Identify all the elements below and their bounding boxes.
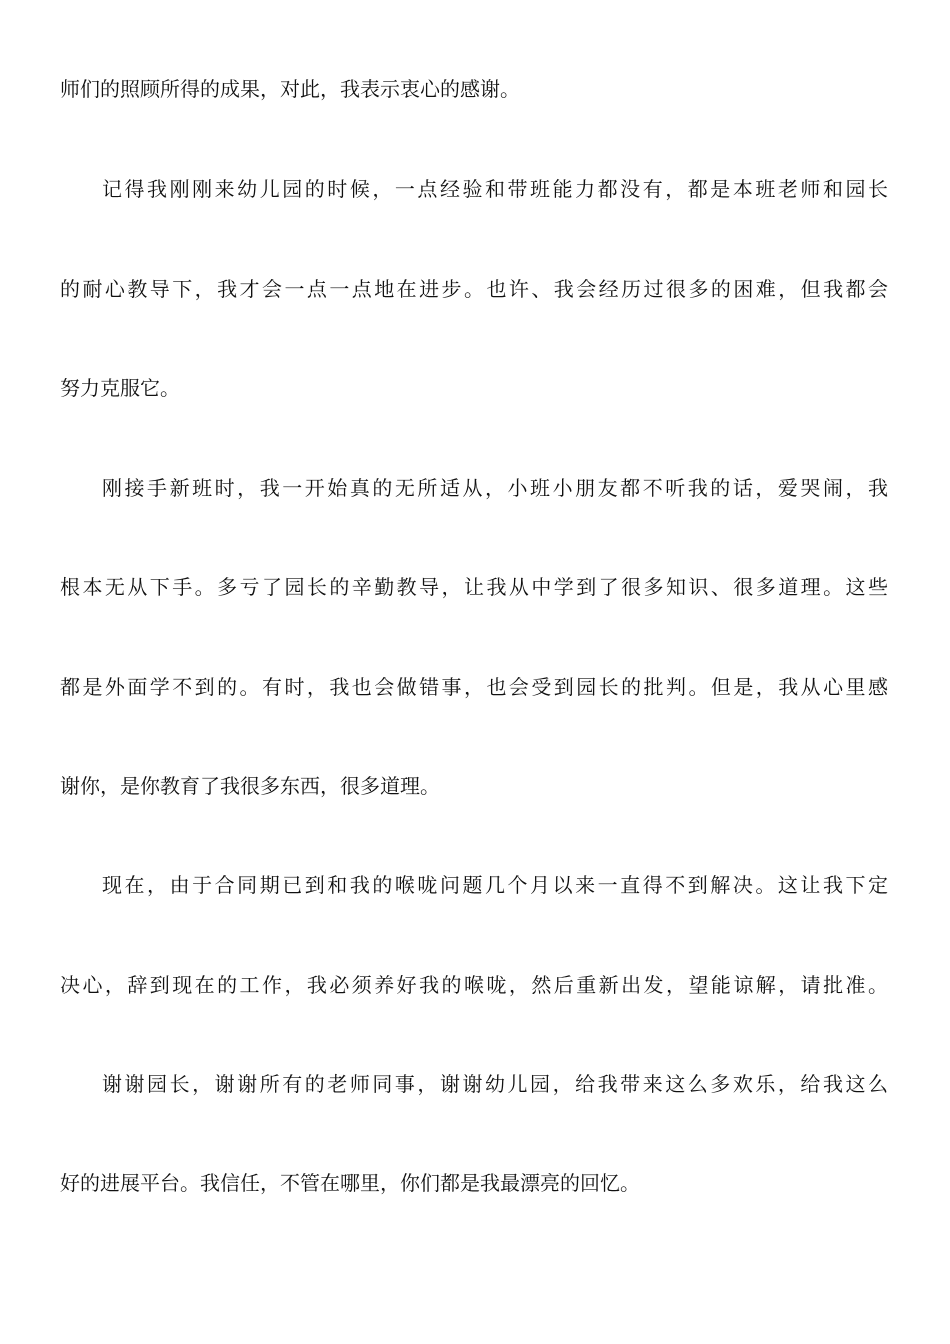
- paragraph-line: 努力克服它。: [60, 376, 180, 400]
- paragraph-line: 谢你，是你教育了我很多东西，很多道理。: [60, 774, 440, 798]
- paragraph-line: 的耐心教导下，我才会一点一点地在进步。也许、我会经历过很多的困难，但我都会: [60, 277, 888, 301]
- paragraph-line: 现在，由于合同期已到和我的喉咙问题几个月以来一直得不到解决。这让我下定: [102, 873, 888, 897]
- paragraph-line: 决心，辞到现在的工作，我必须养好我的喉咙，然后重新出发，望能谅解，请批准。: [60, 973, 888, 997]
- paragraph-line: 根本无从下手。多亏了园长的辛勤教导，让我从中学到了很多知识、很多道理。这些: [60, 575, 888, 599]
- paragraph-line: 谢谢园长，谢谢所有的老师同事，谢谢幼儿园，给我带来这么多欢乐，给我这么: [102, 1072, 888, 1096]
- paragraph-line: 都是外面学不到的。有时，我也会做错事，也会受到园长的批判。但是，我从心里感: [60, 675, 888, 699]
- paragraph-line: 好的进展平台。我信任，不管在哪里，你们都是我最漂亮的回忆。: [60, 1171, 640, 1195]
- paragraph-line: 刚接手新班时，我一开始真的无所适从，小班小朋友都不听我的话，爱哭闹，我: [102, 476, 888, 500]
- paragraph-line: 师们的照顾所得的成果，对此，我表示衷心的感谢。: [60, 77, 520, 101]
- paragraph-line: 记得我刚刚来幼儿园的时候，一点经验和带班能力都没有，都是本班老师和园长: [102, 177, 888, 201]
